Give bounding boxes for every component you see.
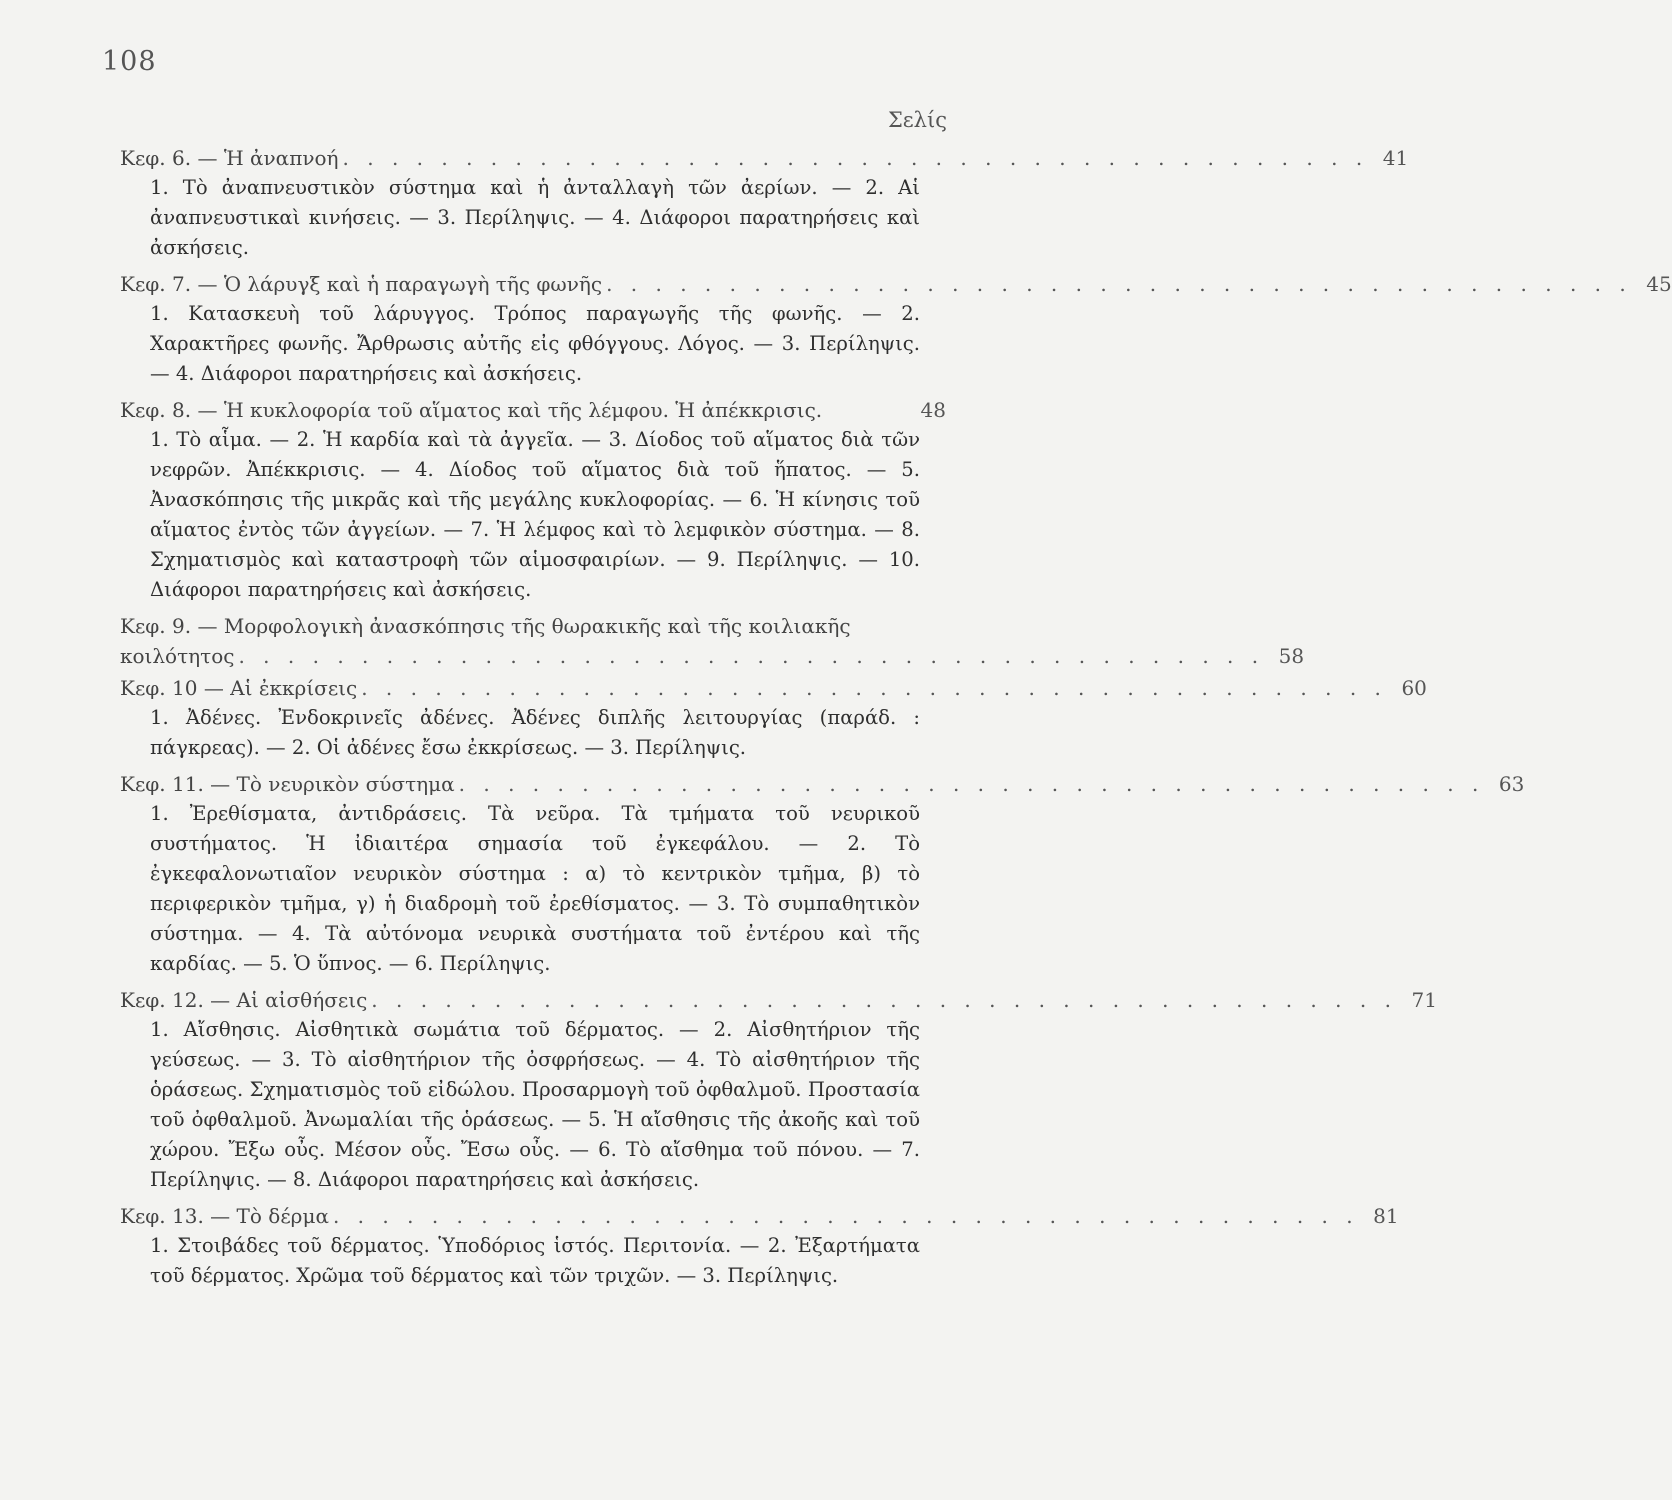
- chapter-title: Κεφ. 7. — Ὁ λάρυγξ καὶ ἡ παραγωγὴ τῆς φωνῆς: [120, 272, 603, 296]
- chapter-heading-row: [120, 395, 946, 425]
- chapter-heading-row: [120, 769, 1525, 799]
- table-of-contents: [120, 143, 1672, 1291]
- leader-dots: . . . . . . . . . . . . . . . . . . . . . . . . . . . . . . . . . . . . . . . . . .: [332, 1204, 1359, 1228]
- page-column-header: Σελίς: [887, 108, 947, 132]
- chapter-contents: 1. Στοιβάδες τοῦ δέρματος. Ὑποδόριος ἱστός. Περιτονία. — 2. Ἐξαρτήματα τοῦ δέρματος. Χρῶμα τοῦ δέρματος καὶ τῶν τριχῶν. — 3. Περίληψις.: [150, 1234, 920, 1287]
- chapter-title: Κεφ. 11. — Τὸ νευρικὸν σύστημα: [120, 772, 455, 796]
- chapter-title: Κεφ. 8. — Ἡ κυκλοφορία τοῦ αἵματος καὶ τῆς λέμφου. Ἡ ἀπέκκρισις.: [120, 398, 823, 422]
- toc-entry-ch11: [120, 769, 1525, 979]
- chapter-page: 41: [1382, 146, 1409, 170]
- chapter-title: Κεφ. 13. — Τὸ δέρμα: [120, 1204, 329, 1228]
- leader-dots: . . . . . . . . . . . . . . . . . . . . . . . . . . . . . . . . . . . . . . . . . .: [606, 272, 1632, 296]
- leader-dots: . . . . . . . . . . . . . . . . . . . . . . . . . . . . . . . . . . . . . . . . . .: [361, 676, 1387, 700]
- chapter-title-line-1: Κεφ. 9. — Μορφολογικὴ ἀνασκόπησις τῆς θωρακικῆς καὶ τῆς κοιλιακῆς: [120, 614, 851, 638]
- chapter-page: 60: [1401, 676, 1427, 700]
- toc-entry-ch13: [120, 1201, 1399, 1291]
- chapter-title: Κεφ. 6. — Ἡ ἀναπνοή: [120, 146, 339, 170]
- toc-entry-ch12: [120, 985, 1437, 1195]
- leader-dots: . . . . . . . . . . . . . . . . . . . . . . . . . . . . . . . . . . . . . . . . . .: [458, 772, 1485, 796]
- chapter-contents: 1. Τὸ ἀναπνευστικὸν σύστημα καὶ ἡ ἀνταλλαγὴ τῶν ἀερίων. — 2. Αἱ ἀναπνευστικαὶ κινήσεις. — 3. Περίληψις. — 4. Διάφοροι παρατηρήσεις καὶ ἀσκήσεις.: [150, 176, 920, 259]
- toc-entry-ch7: [120, 269, 1672, 389]
- leader-dots: . . . . . . . . . . . . . . . . . . . . . . . . . . . . . . . . . . . . . . . . . .: [238, 644, 1265, 668]
- chapter-contents: 1. Τὸ αἷμα. — 2. Ἡ καρδία καὶ τὰ ἀγγεῖα. — 3. Δίοδος τοῦ αἵματος διὰ τῶν νεφρῶν. Ἀπέκκρισις. — 4. Δίοδος τοῦ αἵματος διὰ τοῦ ἥπατος. — 5. Ἀνασκόπησις τῆς μικρᾶς καὶ τῆς μεγάλης κυκλοφορίας. — 6. Ἡ κίνησις τοῦ αἵματος ἐντὸς τῶν ἀγγείων. — 7. Ἡ λέμφος καὶ τὸ λεμφικὸν σύστημα. — 8. Σχηματισμὸς καὶ καταστροφὴ τῶν αἱμοσφαιρίων. — 9. Περίληψις. — 10. Διάφοροι παρατηρήσεις καὶ ἀσκήσεις.: [150, 428, 920, 601]
- chapter-contents: 1. Ἀδένες. Ἐνδοκρινεῖς ἀδένες. Ἀδένες διπλῆς λειτουργίας (παράδ. : πάγκρεας). — 2. Οἱ ἀδένες ἔσω ἐκκρίσεως. — 3. Περίληψις.: [150, 706, 920, 759]
- toc-entry-ch9: [120, 611, 1305, 671]
- chapter-page: 48: [920, 398, 946, 422]
- chapter-page: 81: [1373, 1204, 1399, 1228]
- chapter-page: 45: [1646, 272, 1672, 296]
- chapter-heading-row: [120, 269, 1672, 299]
- toc-entry-ch10: [120, 673, 1427, 763]
- chapter-page: 71: [1411, 988, 1437, 1012]
- chapter-heading-row: [120, 1201, 1399, 1231]
- chapter-title: Κεφ. 10 — Αἱ ἐκκρίσεις: [120, 676, 358, 700]
- chapter-title: Κεφ. 12. — Αἱ αἰσθήσεις: [120, 988, 368, 1012]
- chapter-title: κοιλότητος: [120, 644, 235, 668]
- chapter-contents: 1. Ἐρεθίσματα, ἀντιδράσεις. Τὰ νεῦρα. Τὰ τμήματα τοῦ νευρικοῦ συστήματος. Ἡ ἰδιαιτέρα σημασία τοῦ ἐγκεφάλου. — 2. Τὸ ἐγκεφαλονωτιαῖον νευρικὸν σύστημα : α) τὸ κεντρικὸν τμῆμα, β) τὸ περιφερικὸν τμῆμα, γ) ἡ διαδρομὴ τοῦ ἐρεθίσματος. — 3. Τὸ συμπαθητικὸν σύστημα. — 4. Τὰ αὐτόνομα νευρικὰ συστήματα τοῦ ἐντέρου καὶ τῆς καρδίας. — 5. Ὁ ὕπνος. — 6. Περίληψις.: [150, 802, 920, 975]
- chapter-heading-row: [120, 985, 1437, 1015]
- chapter-page: 63: [1498, 772, 1525, 796]
- leader-dots: . . . . . . . . . . . . . . . . . . . . . . . . . . . . . . . . . . . . . . . . . .: [342, 146, 1369, 170]
- chapter-contents: 1. Αἴσθησις. Αἰσθητικὰ σωμάτια τοῦ δέρματος. — 2. Αἰσθητήριον τῆς γεύσεως. — 3. Τὸ αἰσθητήριον τῆς ὀσφρήσεως. — 4. Τὸ αἰσθητήριον τῆς ὁράσεως. Σχηματισμὸς τοῦ εἰδώλου. Προσαρμογὴ τοῦ ὀφθαλμοῦ. Προστασία τοῦ ὀφθαλμοῦ. Ἀνωμαλίαι τῆς ὁράσεως. — 5. Ἡ αἴσθησις τῆς ἀκοῆς καὶ τοῦ χώρου. Ἔξω οὖς. Μέσον οὖς. Ἔσω οὖς. — 6. Τὸ αἴσθημα τοῦ πόνου. — 7. Περίληψις. — 8. Διάφοροι παρατηρήσεις καὶ ἀσκήσεις.: [150, 1018, 920, 1191]
- toc-entry-ch6: [120, 143, 1409, 263]
- chapter-contents: 1. Κατασκευὴ τοῦ λάρυγγος. Τρόπος παραγωγῆς τῆς φωνῆς. — 2. Χαρακτῆρες φωνῆς. Ἄρθρωσις αὐτῆς εἰς φθόγγους. Λόγος. — 3. Περίληψις. — 4. Διάφοροι παρατηρήσεις καὶ ἀσκήσεις.: [150, 302, 920, 385]
- chapter-heading-row: [120, 641, 1305, 671]
- toc-entry-ch8: [120, 395, 946, 605]
- chapter-page: 58: [1278, 644, 1305, 668]
- chapter-heading-row: [120, 673, 1427, 703]
- leader-dots: . . . . . . . . . . . . . . . . . . . . . . . . . . . . . . . . . . . . . . . . . .: [371, 988, 1397, 1012]
- page-number: 108: [102, 46, 157, 77]
- chapter-heading-row: [120, 143, 1409, 173]
